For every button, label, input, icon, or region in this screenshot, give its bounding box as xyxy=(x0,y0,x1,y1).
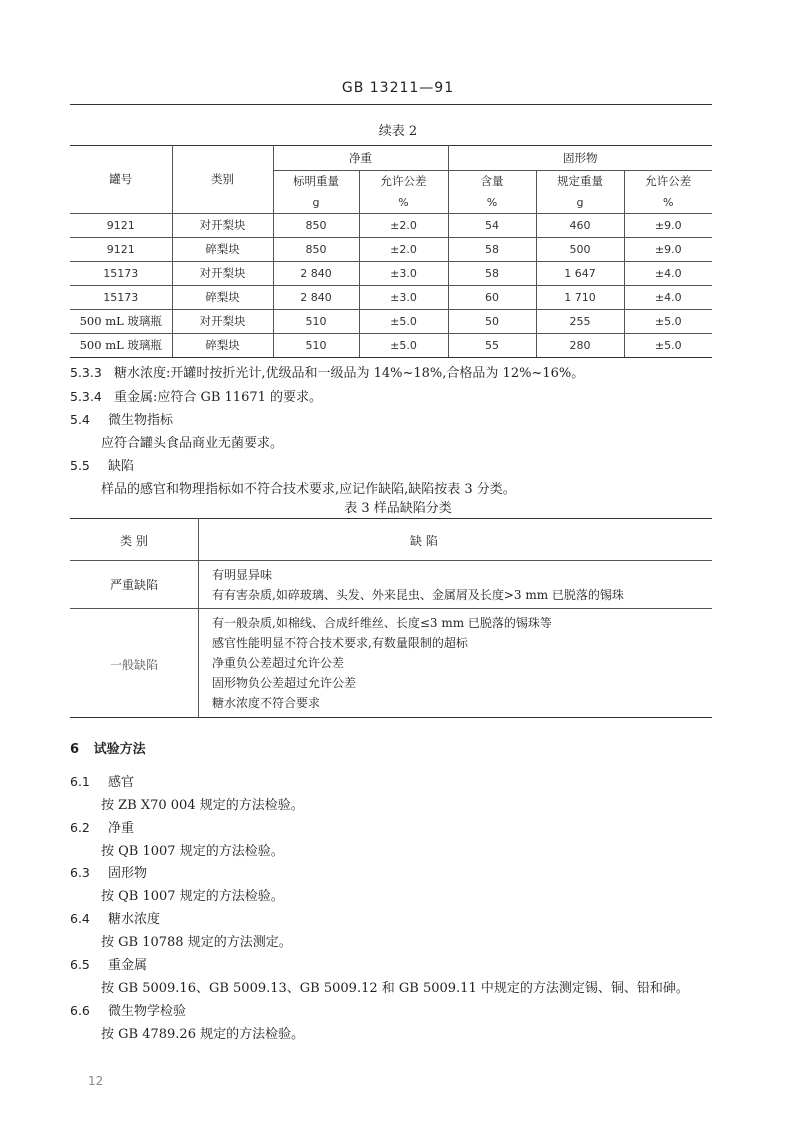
clause-6-4-heading xyxy=(70,908,160,927)
section-title: 试验方法 xyxy=(93,742,146,757)
clause-5-3-3 xyxy=(70,362,584,381)
col-header-category: 类 别 xyxy=(120,534,148,548)
cell-type: 碎梨块 xyxy=(172,286,273,310)
col-header-can: 罐号 xyxy=(70,146,172,214)
cell-content: 58 xyxy=(448,262,536,286)
cell-can: 500 mL 玻璃瓶 xyxy=(70,334,172,358)
list-item: 有明显异味 xyxy=(212,568,273,582)
clause-6-2-body: 按 QB 1007 规定的方法检验。 xyxy=(101,844,284,859)
cell-solid-tol: ±9.0 xyxy=(624,238,712,262)
cell-can: 9121 xyxy=(70,238,172,262)
cell-net-tol: ±3.0 xyxy=(359,286,448,310)
general-defect-label: 一般缺陷 xyxy=(109,658,158,672)
col-header-defect: 缺 陷 xyxy=(410,534,438,548)
list-item: 固形物负公差超过允许公差 xyxy=(212,676,357,690)
cell-content: 55 xyxy=(448,334,536,358)
clause-number: 6.4 xyxy=(70,911,90,926)
clause-title: 微生物指标 xyxy=(108,413,174,428)
subheader-labeled-weight: 标明重量 xyxy=(273,171,359,193)
clause-6-3-body: 按 QB 1007 规定的方法检验。 xyxy=(101,889,284,904)
page-number: 12 xyxy=(88,1074,104,1088)
clause-number: 6.6 xyxy=(70,1003,90,1018)
clause-title: 感官 xyxy=(108,775,135,790)
clause-5-4-body: 应符合罐头食品商业无菌要求。 xyxy=(101,436,284,451)
cell-net: 850 xyxy=(273,214,359,238)
unit-solid-tolerance: % xyxy=(624,192,712,214)
cell-spec: 255 xyxy=(536,310,624,334)
cell-type: 碎梨块 xyxy=(172,238,273,262)
clause-title: 糖水浓度 xyxy=(108,912,161,927)
cell-solid-tol: ±4.0 xyxy=(624,262,712,286)
cell-type: 对开梨块 xyxy=(172,262,273,286)
clause-title: 固形物 xyxy=(108,866,148,881)
clause-number: 6.2 xyxy=(70,820,90,835)
cell-content: 50 xyxy=(448,310,536,334)
col-header-type: 类别 xyxy=(172,146,273,214)
unit-labeled-weight: g xyxy=(273,192,359,214)
cell-net: 510 xyxy=(273,334,359,358)
unit-specified-weight: g xyxy=(536,192,624,214)
table-3 xyxy=(70,518,712,718)
clause-5-5-body: 样品的感官和物理指标如不符合技术要求,应记作缺陷,缺陷按表 3 分类。 xyxy=(101,482,516,497)
clause-text: 糖水浓度:开罐时按折光计,优级品和一级品为 14%~18%,合格品为 12%~16%。 xyxy=(113,366,585,381)
cell-net-tol: ±3.0 xyxy=(359,262,448,286)
cell-net-tol: ±2.0 xyxy=(359,238,448,262)
standard-code: GB 13211—91 xyxy=(341,80,455,96)
clause-5-5-heading xyxy=(70,455,134,474)
clause-6-6-body: 按 GB 4789.26 规定的方法检验。 xyxy=(101,1027,305,1042)
cell-net: 2 840 xyxy=(273,286,359,310)
cell-net: 510 xyxy=(273,310,359,334)
list-item: 感官性能明显不符合技术要求,有数量限制的超标 xyxy=(212,636,468,650)
clause-number: 5.3.3 xyxy=(70,365,102,380)
clause-6-1-heading xyxy=(70,771,134,790)
cell-solid-tol: ±9.0 xyxy=(624,214,712,238)
section-6-heading xyxy=(70,738,146,757)
clause-number: 5.3.4 xyxy=(70,389,102,404)
subheader-specified-weight: 规定重量 xyxy=(536,171,624,193)
clause-6-4-body: 按 GB 10788 规定的方法测定。 xyxy=(101,935,292,950)
list-item: 糖水浓度不符合要求 xyxy=(212,696,321,710)
clause-6-2-heading xyxy=(70,817,134,836)
table-row xyxy=(70,334,712,358)
cell-solid-tol: ±5.0 xyxy=(624,310,712,334)
clause-title: 净重 xyxy=(108,821,135,836)
list-item: 净重负公差超过允许公差 xyxy=(212,656,345,670)
cell-net-tol: ±2.0 xyxy=(359,214,448,238)
table-row xyxy=(70,238,712,262)
table-2 xyxy=(70,145,712,358)
cell-net-tol: ±5.0 xyxy=(359,334,448,358)
cell-spec: 460 xyxy=(536,214,624,238)
clause-title: 缺陷 xyxy=(108,459,135,474)
clause-5-4-heading xyxy=(70,409,173,428)
unit-content: % xyxy=(448,192,536,214)
cell-type: 对开梨块 xyxy=(172,214,273,238)
unit-net-tolerance: % xyxy=(359,192,448,214)
section-number: 6 xyxy=(70,742,80,757)
cell-content: 54 xyxy=(448,214,536,238)
subheader-net-tolerance: 允许公差 xyxy=(359,171,448,193)
cell-spec: 500 xyxy=(536,238,624,262)
cell-content: 60 xyxy=(448,286,536,310)
cell-net: 850 xyxy=(273,238,359,262)
clause-number: 6.5 xyxy=(70,957,90,972)
cell-content: 58 xyxy=(448,238,536,262)
clause-6-5-heading xyxy=(70,954,147,973)
cell-type: 对开梨块 xyxy=(172,310,273,334)
cell-type: 碎梨块 xyxy=(172,334,273,358)
clause-number: 5.5 xyxy=(70,458,90,473)
cell-can: 500 mL 玻璃瓶 xyxy=(70,310,172,334)
clause-6-5-body: 按 GB 5009.16、GB 5009.13、GB 5009.12 和 GB 5009.11 中规定的方法测定锡、铜、铅和砷。 xyxy=(101,981,689,996)
table-row xyxy=(70,262,712,286)
clause-number: 6.1 xyxy=(70,774,90,789)
cell-solid-tol: ±5.0 xyxy=(624,334,712,358)
subheader-content: 含量 xyxy=(448,171,536,193)
cell-solid-tol: ±4.0 xyxy=(624,286,712,310)
cell-spec: 1 710 xyxy=(536,286,624,310)
header-rule xyxy=(70,104,712,105)
cell-can: 15173 xyxy=(70,286,172,310)
clause-number: 5.4 xyxy=(70,412,90,427)
clause-5-3-4 xyxy=(70,386,322,405)
clause-6-6-heading xyxy=(70,1000,186,1019)
cell-spec: 1 647 xyxy=(536,262,624,286)
cell-spec: 280 xyxy=(536,334,624,358)
group-header-net: 净重 xyxy=(273,146,448,171)
group-header-solid: 固形物 xyxy=(448,146,712,171)
subheader-solid-tolerance: 允许公差 xyxy=(624,171,712,193)
cell-can: 15173 xyxy=(70,262,172,286)
table3-caption: 表 3 样品缺陷分类 xyxy=(344,501,452,516)
clause-6-1-body: 按 ZB X70 004 规定的方法检验。 xyxy=(101,798,304,813)
clause-6-3-heading xyxy=(70,862,147,881)
table-row xyxy=(70,310,712,334)
clause-text: 重金属:应符合 GB 11671 的要求。 xyxy=(113,390,323,405)
clause-title: 重金属 xyxy=(108,958,148,973)
cell-net: 2 840 xyxy=(273,262,359,286)
table-row xyxy=(70,214,712,238)
clause-number: 6.3 xyxy=(70,865,90,880)
list-item: 有一般杂质,如棉线、合成纤维丝、长度≤3 mm 已脱落的锡珠等 xyxy=(212,616,552,630)
clause-title: 微生物学检验 xyxy=(108,1004,187,1019)
list-item: 有有害杂质,如碎玻璃、头发、外来昆虫、金属屑及长度>3 mm 已脱落的锡珠 xyxy=(212,588,624,602)
table2-caption: 续表 2 xyxy=(378,124,418,139)
cell-can: 9121 xyxy=(70,214,172,238)
serious-defect-label: 严重缺陷 xyxy=(109,578,158,592)
table-row xyxy=(70,286,712,310)
cell-net-tol: ±5.0 xyxy=(359,310,448,334)
